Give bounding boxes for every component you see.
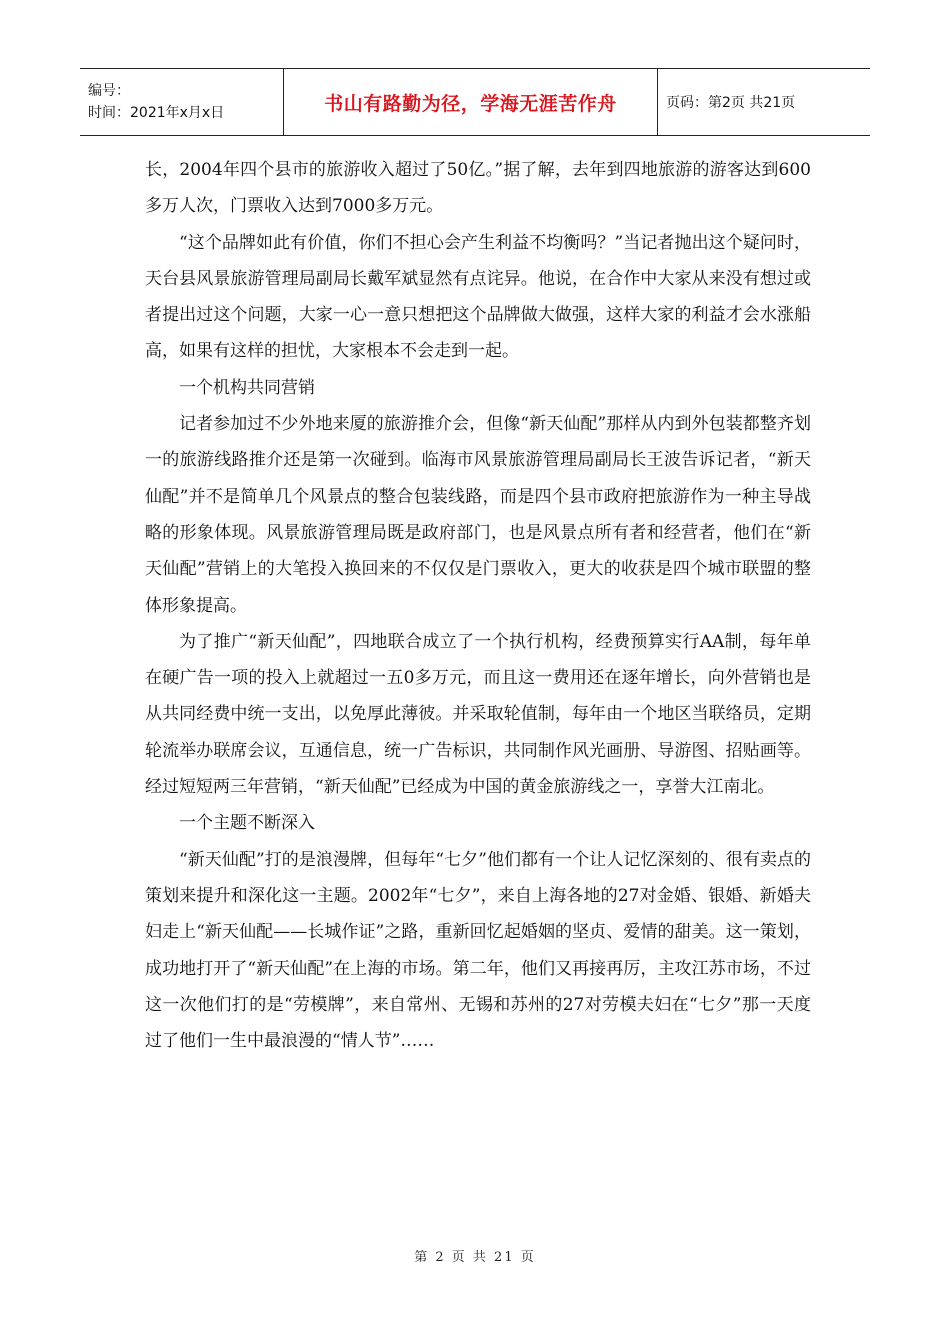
section-heading-1: 一个机构共同营销 (179, 377, 315, 398)
header-motto-cell (284, 69, 658, 135)
paragraph-2: “这个品牌如此有价值，你们不担心会产生利益不均衡吗？”当记者抛出这个疑问时，天台县风景旅游管理局副局长戴军斌显然有点诧异。他说，在合作中大家从来没有想过或者提出过这个问题，大家一心一意只想把这个品牌做大做强，这样大家的利益才会水涨船高，如果有这样的担忧，大家根本不会走到一起。 (145, 232, 811, 362)
time-label: 时间：2021年x月x日 (88, 105, 225, 121)
page-footer: 第 2 页 共 21 页 (414, 1250, 536, 1265)
paragraph-3: 记者参加过不少外地来厦的旅游推介会，但像“新天仙配”那样从内到外包装都整齐划一的旅游线路推介还是第一次碰到。临海市风景旅游管理局副局长王波告诉记者，“新天仙配”并不是简单几个风景点的整合包装线路，而是四个县市政府把旅游作为一种主导战略的形象体现。风景旅游管理局既是政府部门，也是风景点所有者和经营者，他们在“新天仙配”营销上的大笔投入换回来的不仅仅是门票收入，更大的收获是四个城市联盟的整体形象提高。 (145, 414, 811, 616)
paragraph-1: 长，2004年四个县市的旅游收入超过了50亿。”据了解，去年到四地旅游的游客达到600多万人次，门票收入达到7000多万元。 (145, 160, 811, 217)
page-label: 页码：第2页 共21页 (666, 95, 796, 111)
motto-text: 书山有路勤为径，学海无涯苦作舟 (324, 92, 617, 115)
code-label: 编号： (88, 83, 130, 99)
paragraph-4: 为了推广“新天仙配”，四地联合成立了一个执行机构，经费预算实行AA制，每年单在硬广告一项的投入上就超过一五0多万元，而且这一费用还在逐年增长，向外营销也是从共同经费中统一支出，以免厚此薄彼。并采取轮值制，每年由一个地区当联络员，定期轮流举办联席会议，互通信息，统一广告标识，共同制作风光画册、导游图、招贴画等。经过短短两三年营销，“新天仙配”已经成为中国的黄金旅游线之一，享誉大江南北。 (145, 631, 811, 798)
header-page-cell (658, 69, 870, 135)
section-heading-2: 一个主题不断深入 (179, 813, 315, 834)
paragraph-5: “新天仙配”打的是浪漫牌，但每年“七夕”他们都有一个让人记忆深刻的、很有卖点的策划来提升和深化这一主题。2002年“七夕”，来自上海各地的27对金婚、银婚、新婚夫妇走上“新天仙配——长城作证”之路，重新回忆起婚姻的坚贞、爱情的甜美。这一策划，成功地打开了“新天仙配”在上海的市场。第二年，他们又再接再厉，主攻江苏市场，不过这一次他们打的是“劳模牌”，来自常州、无锡和苏州的27对劳模夫妇在“七夕”那一天度过了他们一生中最浪漫的“情人节”…… (145, 849, 811, 1052)
document-body (145, 152, 811, 1059)
header-table (80, 68, 870, 136)
header-info-cell (80, 69, 284, 135)
